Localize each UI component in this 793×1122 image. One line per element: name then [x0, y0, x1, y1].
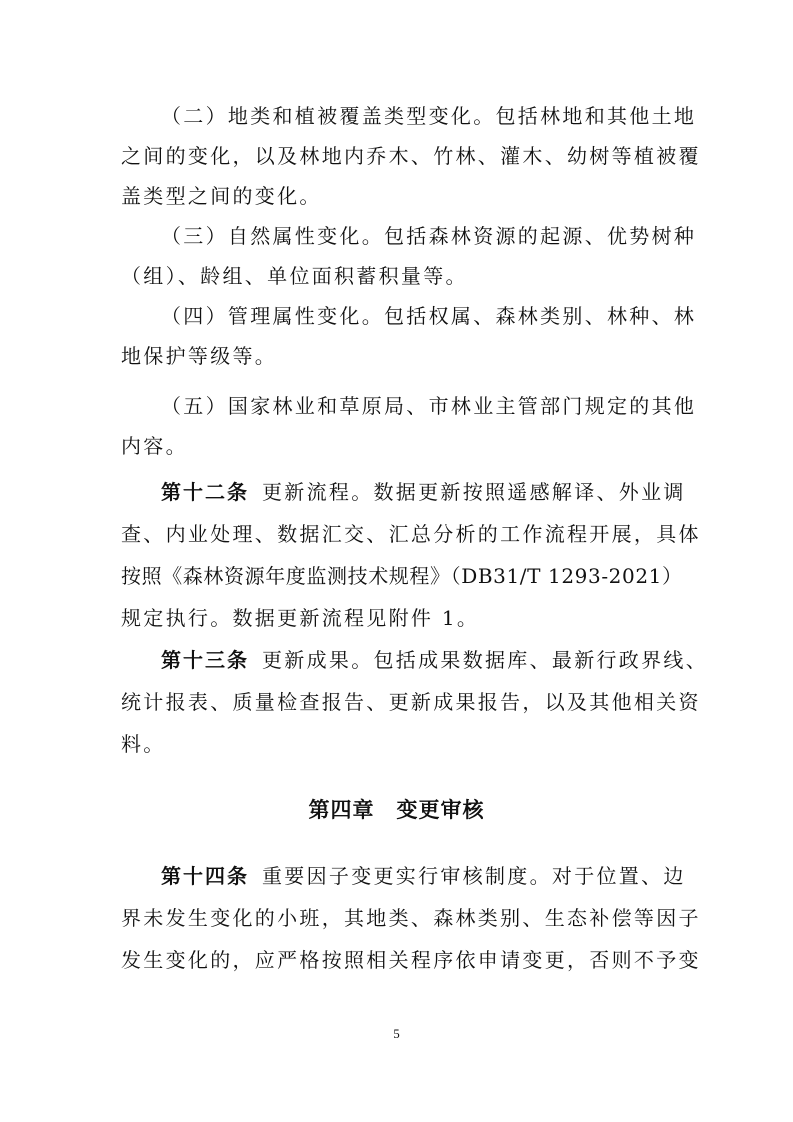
paragraph-3-line-2: （组）、龄组、单位面积蓄积量等。 [121, 264, 468, 288]
article-14-label [161, 856, 256, 896]
paragraph-3-line-1: （三）自然属性变化。包括森林资源的起源、优势树种 [161, 224, 697, 248]
page-number: 5 [393, 1026, 400, 1041]
paragraph-5-line-1: （五）国家林业和草原局、市林业主管部门规定的其他 [161, 394, 697, 418]
article-13-label-text: 第十三条 [161, 648, 249, 672]
article-13-line-3: 料。 [121, 732, 166, 756]
article-14-label-text: 第十四条 [161, 864, 249, 888]
article-14-line-2: 界未发生变化的小班，其地类、森林类别、生态补偿等因子 [121, 906, 701, 930]
article-14-line-1: 重要因子变更实行审核制度。对于位置、边 [262, 864, 686, 888]
paragraph-4-line-1: （四）管理属性变化。包括权属、森林类别、林种、林 [161, 304, 697, 328]
paragraph-2-line-2: 之间的变化，以及林地内乔木、竹林、灌木、幼树等植被覆 [121, 144, 701, 168]
paragraph-5-line-2: 内容。 [121, 434, 188, 458]
paragraph-2-line-3: 盖类型之间的变化。 [121, 184, 322, 208]
article-13-line-1: 更新成果。包括成果数据库、最新行政界线、 [262, 648, 708, 672]
paragraph-2-line-1: （二）地类和植被覆盖类型变化。包括林地和其他土地 [161, 104, 697, 128]
article-12-label [161, 472, 256, 512]
article-14-line-3: 发生变化的，应严格按照相关程序依申请变更，否则不予变 [121, 948, 701, 972]
article-12-line-4: 规定执行。数据更新流程见附件 1。 [121, 606, 480, 630]
article-12-line-2: 查、内业处理、数据汇交、汇总分析的工作流程开展，具体 [121, 522, 701, 546]
article-12-line-3: 按照《森林资源年度监测技术规程》（DB31/T 1293-2021） [121, 564, 683, 588]
article-12-line-1: 更新流程。数据更新按照遥感解译、外业调 [262, 480, 686, 504]
paragraph-4-line-2: 地保护等级等。 [121, 344, 278, 368]
chapter-heading: 第四章 变更审核 [308, 797, 485, 822]
article-13-line-2: 统计报表、质量检查报告、更新成果报告，以及其他相关资 [121, 690, 701, 714]
article-12-label-text: 第十二条 [161, 480, 249, 504]
article-13-label [161, 640, 256, 680]
